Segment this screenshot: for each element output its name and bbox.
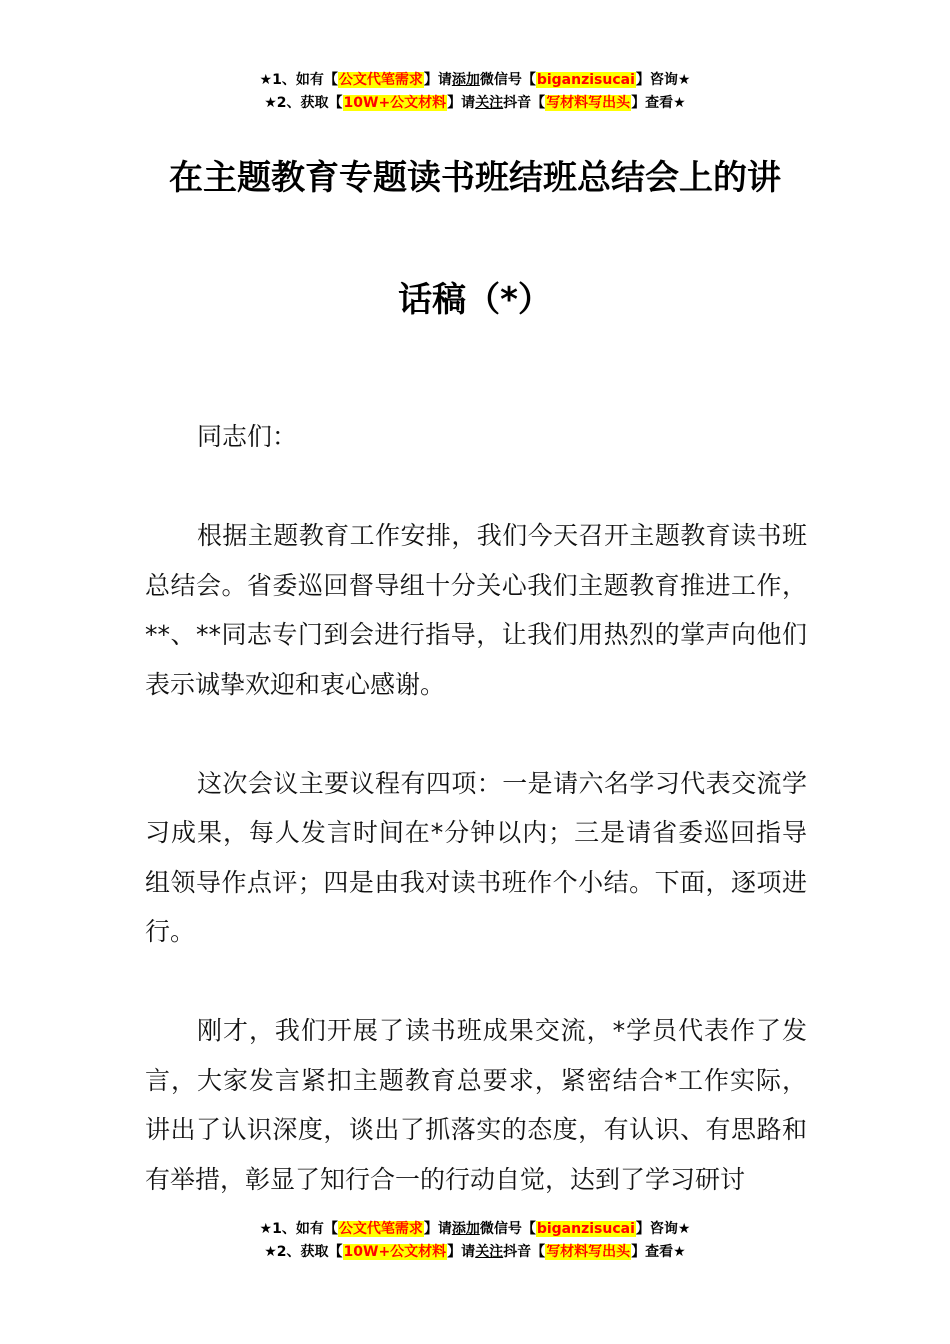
promo-line-2 bbox=[0, 1241, 950, 1264]
promo-highlight: 写材料写出头 bbox=[546, 95, 631, 111]
promo-highlight: 写材料写出头 bbox=[546, 1244, 631, 1260]
promo-text: 抖音【 bbox=[503, 95, 546, 111]
promo-text: 】咨询★ bbox=[635, 72, 691, 88]
promo-text: 微信号【 bbox=[479, 1221, 536, 1237]
promo-line-2 bbox=[0, 92, 950, 115]
body-paragraph: 这次会议主要议程有四项：一是请六名学习代表交流学习成果，每人发言时间在*分钟以内；三是请省委巡回指导组领导作点评；四是由我对读书班作个小结。下面，逐项进行。 bbox=[145, 768, 807, 946]
footer-promo-banner bbox=[0, 1218, 950, 1264]
promo-text: 】请 bbox=[447, 1244, 476, 1260]
promo-text: 抖音【 bbox=[503, 1244, 546, 1260]
promo-text: ★2、获取【 bbox=[264, 95, 343, 111]
promo-underlined-text: 关注 bbox=[475, 95, 504, 111]
promo-line-1 bbox=[0, 1218, 950, 1241]
document-title-line-2: 话稿（*） bbox=[398, 280, 552, 320]
promo-text: 】请 bbox=[423, 1221, 452, 1237]
promo-highlight: 公文代笔需求 bbox=[338, 1221, 423, 1237]
promo-highlight: 10W+公文材料 bbox=[343, 95, 447, 111]
promo-text: 】查看★ bbox=[631, 95, 686, 111]
body-paragraph: 刚才，我们开展了读书班成果交流，*学员代表作了发言，大家发言紧扣主题教育总要求，紧密结合*工作实际，讲出了认识深度，谈出了抓落实的态度，有认识、有思路和有举措，彰显了知行合一的行动自觉，达到了学习研讨 bbox=[145, 1016, 807, 1194]
header-promo-banner bbox=[0, 69, 950, 115]
promo-underlined-text: 添加 bbox=[451, 72, 480, 88]
promo-text: ★2、获取【 bbox=[264, 1244, 343, 1260]
promo-highlight: biganzisucai bbox=[536, 1221, 635, 1237]
promo-text: 】请 bbox=[423, 72, 452, 88]
promo-text: 】请 bbox=[447, 95, 476, 111]
promo-text: 】查看★ bbox=[631, 1244, 686, 1260]
document-title-line-1: 在主题教育专题读书班结班总结会上的讲 bbox=[169, 158, 781, 198]
body-paragraph: 根据主题教育工作安排，我们今天召开主题教育读书班总结会。省委巡回督导组十分关心我们主题教育推进工作，**、**同志专门到会进行指导，让我们用热烈的掌声向他们表示诚挚欢迎和衷心感谢。 bbox=[145, 521, 807, 699]
promo-text: ★1、如有【 bbox=[259, 1221, 338, 1237]
promo-line-1 bbox=[0, 69, 950, 92]
salutation: 同志们： bbox=[197, 422, 298, 451]
promo-text: 微信号【 bbox=[479, 72, 536, 88]
document-body bbox=[145, 412, 807, 1204]
promo-highlight: 10W+公文材料 bbox=[343, 1244, 447, 1260]
promo-underlined-text: 关注 bbox=[475, 1244, 504, 1260]
promo-underlined-text: 添加 bbox=[451, 1221, 480, 1237]
promo-highlight: biganzisucai bbox=[536, 72, 635, 88]
promo-highlight: 公文代笔需求 bbox=[338, 72, 423, 88]
promo-text: ★1、如有【 bbox=[259, 72, 338, 88]
promo-text: 】咨询★ bbox=[635, 1221, 691, 1237]
